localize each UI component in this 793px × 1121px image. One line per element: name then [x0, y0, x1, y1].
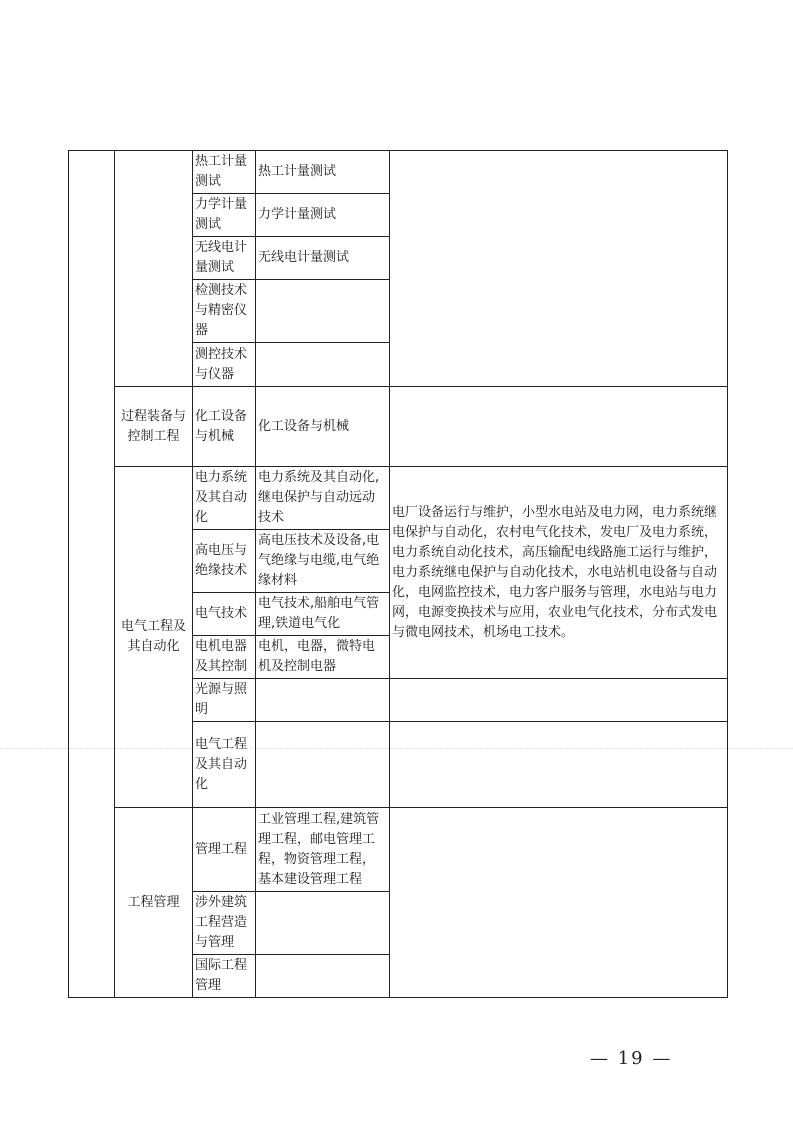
old-major-cell: 无线电计量测试	[256, 237, 390, 280]
sub-major-cell: 电气工程及其自动化	[193, 722, 256, 808]
vocational-cell: 电厂设备运行与维护，小型水电站及电力网，电力系统继电保护与自动化，农村电气化技术，发电厂及电力系统，电力系统自动化技术，高压输配电线路施工运行与维护，电力系统继电保护与自动化技术，水电站机电设备与自动化，电网监控技术，电力客户服务与管理，水电站与电力网，电源变换技术与应用，农业电气化技术，分布式发电与微电网技术，机场电工技术。	[390, 467, 728, 679]
old-major-cell	[256, 892, 390, 955]
sub-major-cell: 测控技术与仪器	[193, 343, 256, 387]
vocational-cell	[390, 722, 728, 808]
sub-major-cell: 检测技术与精密仪器	[193, 280, 256, 343]
table-row	[69, 467, 728, 530]
old-major-cell	[256, 343, 390, 387]
major-cell	[115, 151, 193, 387]
vocational-cell	[390, 151, 728, 387]
old-major-cell: 高电压技术及设备,电气绝缘与电缆,电气绝缘材料	[256, 530, 390, 593]
old-major-cell: 热工计量测试	[256, 151, 390, 194]
vocational-cell	[390, 387, 728, 467]
sub-major-cell: 光源与照明	[193, 679, 256, 722]
table-row	[69, 808, 728, 892]
vocational-cell	[390, 679, 728, 722]
old-major-cell: 化工设备与机械	[256, 387, 390, 467]
sub-major-cell: 高电压与绝缘技术	[193, 530, 256, 593]
major-cell: 电气工程及其自动化	[115, 467, 193, 808]
sub-major-cell: 无线电计量测试	[193, 237, 256, 280]
page-number: — 19 —	[590, 1048, 673, 1069]
major-cell: 工程管理	[115, 808, 193, 998]
old-major-cell: 电气技术,船舶电气管理,铁道电气化	[256, 593, 390, 636]
old-major-cell	[256, 955, 390, 998]
major-cell: 过程装备与控制工程	[115, 387, 193, 467]
old-major-cell: 电力系统及其自动化,继电保护与自动远动技术	[256, 467, 390, 530]
major-catalog-table	[68, 150, 728, 998]
sub-major-cell: 电机电器及其控制	[193, 636, 256, 679]
old-major-cell	[256, 679, 390, 722]
old-major-cell: 工业管理工程,建筑管理工程，邮电管理工程，物资管理工程，基本建设管理工程	[256, 808, 390, 892]
sub-major-cell: 电气技术	[193, 593, 256, 636]
vocational-cell	[390, 808, 728, 998]
sub-major-cell: 化工设备与机械	[193, 387, 256, 467]
sub-major-cell: 热工计量测试	[193, 151, 256, 194]
table-row	[69, 387, 728, 467]
old-major-cell	[256, 280, 390, 343]
old-major-cell	[256, 722, 390, 808]
category-cell	[69, 151, 115, 998]
sub-major-cell: 电力系统及其自动化	[193, 467, 256, 530]
sub-major-cell: 管理工程	[193, 808, 256, 892]
old-major-cell: 电机，电器，微特电机及控制电器	[256, 636, 390, 679]
sub-major-cell: 力学计量测试	[193, 194, 256, 237]
sub-major-cell: 国际工程管理	[193, 955, 256, 998]
table-row	[69, 151, 728, 194]
old-major-cell: 力学计量测试	[256, 194, 390, 237]
sub-major-cell: 涉外建筑工程营造与管理	[193, 892, 256, 955]
